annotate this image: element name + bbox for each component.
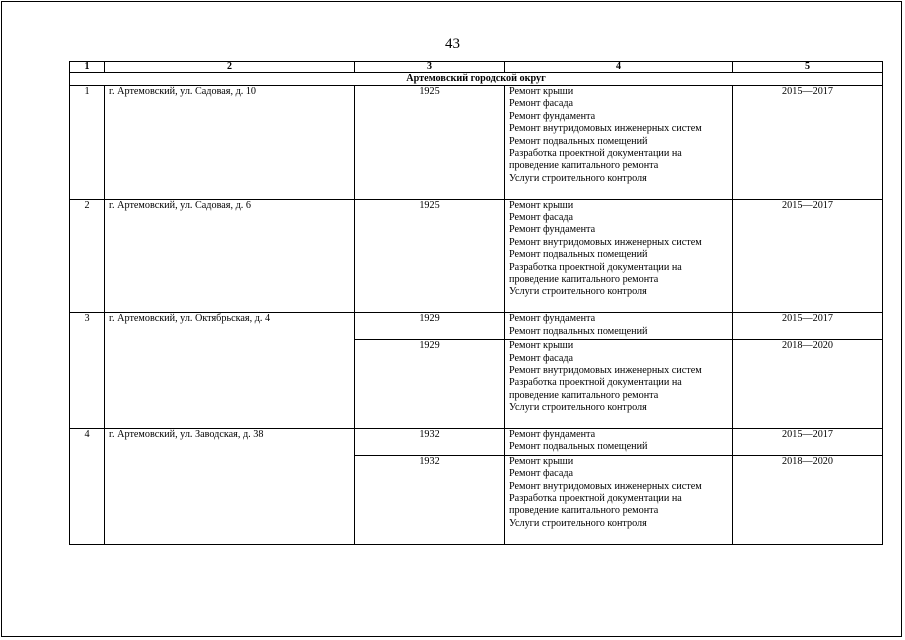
repair-period: 2018—2020 (733, 340, 883, 429)
repair-work-item: Ремонт внутридомовых инженерных систем (509, 364, 702, 376)
construction-year: 1929 (355, 313, 505, 340)
repair-period: 2018—2020 (733, 455, 883, 544)
repair-period: 2015—2017 (733, 86, 883, 200)
repair-work-item: Разработка проектной документации на (509, 261, 682, 273)
column-header: 1 (70, 62, 105, 73)
repair-work-item: Ремонт фасада (509, 98, 574, 110)
repair-work-item: проведение капитального ремонта (509, 389, 659, 401)
repair-work-item: Ремонт подвальных помещений (509, 325, 648, 337)
repair-work-item: Ремонт внутридомовых инженерных систем (509, 480, 702, 492)
repair-work-item: Ремонт подвальных помещений (509, 441, 648, 453)
repair-period: 2015—2017 (733, 428, 883, 455)
repair-works-cell (505, 455, 733, 544)
repair-work-item: Услуги строительного контроля (509, 517, 647, 529)
construction-year: 1929 (355, 340, 505, 429)
repair-work-item: Ремонт фасада (509, 468, 574, 480)
row-number: 4 (70, 428, 105, 544)
column-header: 3 (355, 62, 505, 73)
construction-year: 1932 (355, 455, 505, 544)
repair-work-item: Ремонт фундамента (509, 110, 596, 122)
building-address: г. Артемовский, ул. Садовая, д. 10 (105, 86, 355, 200)
repair-work-item: Ремонт крыши (509, 340, 574, 352)
table-row (70, 199, 883, 313)
building-address: г. Артемовский, ул. Октябрьская, д. 4 (105, 313, 355, 429)
repair-work-item: проведение капитального ремонта (509, 505, 659, 517)
repair-work-item: Ремонт подвальных помещений (509, 135, 648, 147)
repair-work-item: Услуги строительного контроля (509, 286, 647, 298)
repair-work-item: Ремонт фасада (509, 352, 574, 364)
column-header: 5 (733, 62, 883, 73)
construction-year: 1925 (355, 199, 505, 313)
repair-schedule-table (69, 61, 883, 545)
table-row (70, 428, 883, 455)
table-row (70, 313, 883, 340)
building-address: г. Артемовский, ул. Заводская, д. 38 (105, 428, 355, 544)
repair-works-cell (505, 313, 733, 340)
repair-work-item: Ремонт фундамента (509, 428, 596, 440)
repair-work-item: Услуги строительного контроля (509, 402, 647, 414)
repair-work-item: Услуги строительного контроля (509, 172, 647, 184)
repair-work-item: Ремонт подвальных помещений (509, 249, 648, 261)
row-number: 3 (70, 313, 105, 429)
section-row (70, 73, 883, 86)
row-number: 2 (70, 199, 105, 313)
repair-period: 2015—2017 (733, 313, 883, 340)
repair-work-item: Разработка проектной документации на (509, 148, 682, 160)
construction-year: 1932 (355, 428, 505, 455)
repair-works-cell (505, 428, 733, 455)
repair-work-item: Ремонт крыши (509, 455, 574, 467)
repair-works-cell (505, 199, 733, 313)
table-body (70, 73, 883, 545)
repair-work-item: Ремонт крыши (509, 199, 574, 211)
building-address: г. Артемовский, ул. Садовая, д. 6 (105, 199, 355, 313)
page-number: 43 (445, 36, 460, 52)
repair-work-item: проведение капитального ремонта (509, 160, 659, 172)
column-number-row (70, 62, 883, 73)
column-header: 4 (505, 62, 733, 73)
repair-period: 2015—2017 (733, 199, 883, 313)
repair-work-item: Ремонт фасада (509, 212, 574, 224)
repair-work-item: Разработка проектной документации на (509, 377, 682, 389)
repair-work-item: Ремонт фундамента (509, 224, 596, 236)
table-row (70, 86, 883, 200)
row-number: 1 (70, 86, 105, 200)
repair-work-item: проведение капитального ремонта (509, 274, 659, 286)
construction-year: 1925 (355, 86, 505, 200)
repair-work-item: Ремонт фундамента (509, 313, 596, 325)
repair-works-cell (505, 340, 733, 429)
repair-work-item: Ремонт крыши (509, 86, 574, 97)
column-header: 2 (105, 62, 355, 73)
repair-work-item: Ремонт внутридомовых инженерных систем (509, 123, 702, 135)
section-title: Артемовский городской округ (70, 73, 883, 86)
repair-works-cell (505, 86, 733, 200)
repair-work-item: Разработка проектной документации на (509, 492, 682, 504)
repair-work-item: Ремонт внутридомовых инженерных систем (509, 236, 702, 248)
